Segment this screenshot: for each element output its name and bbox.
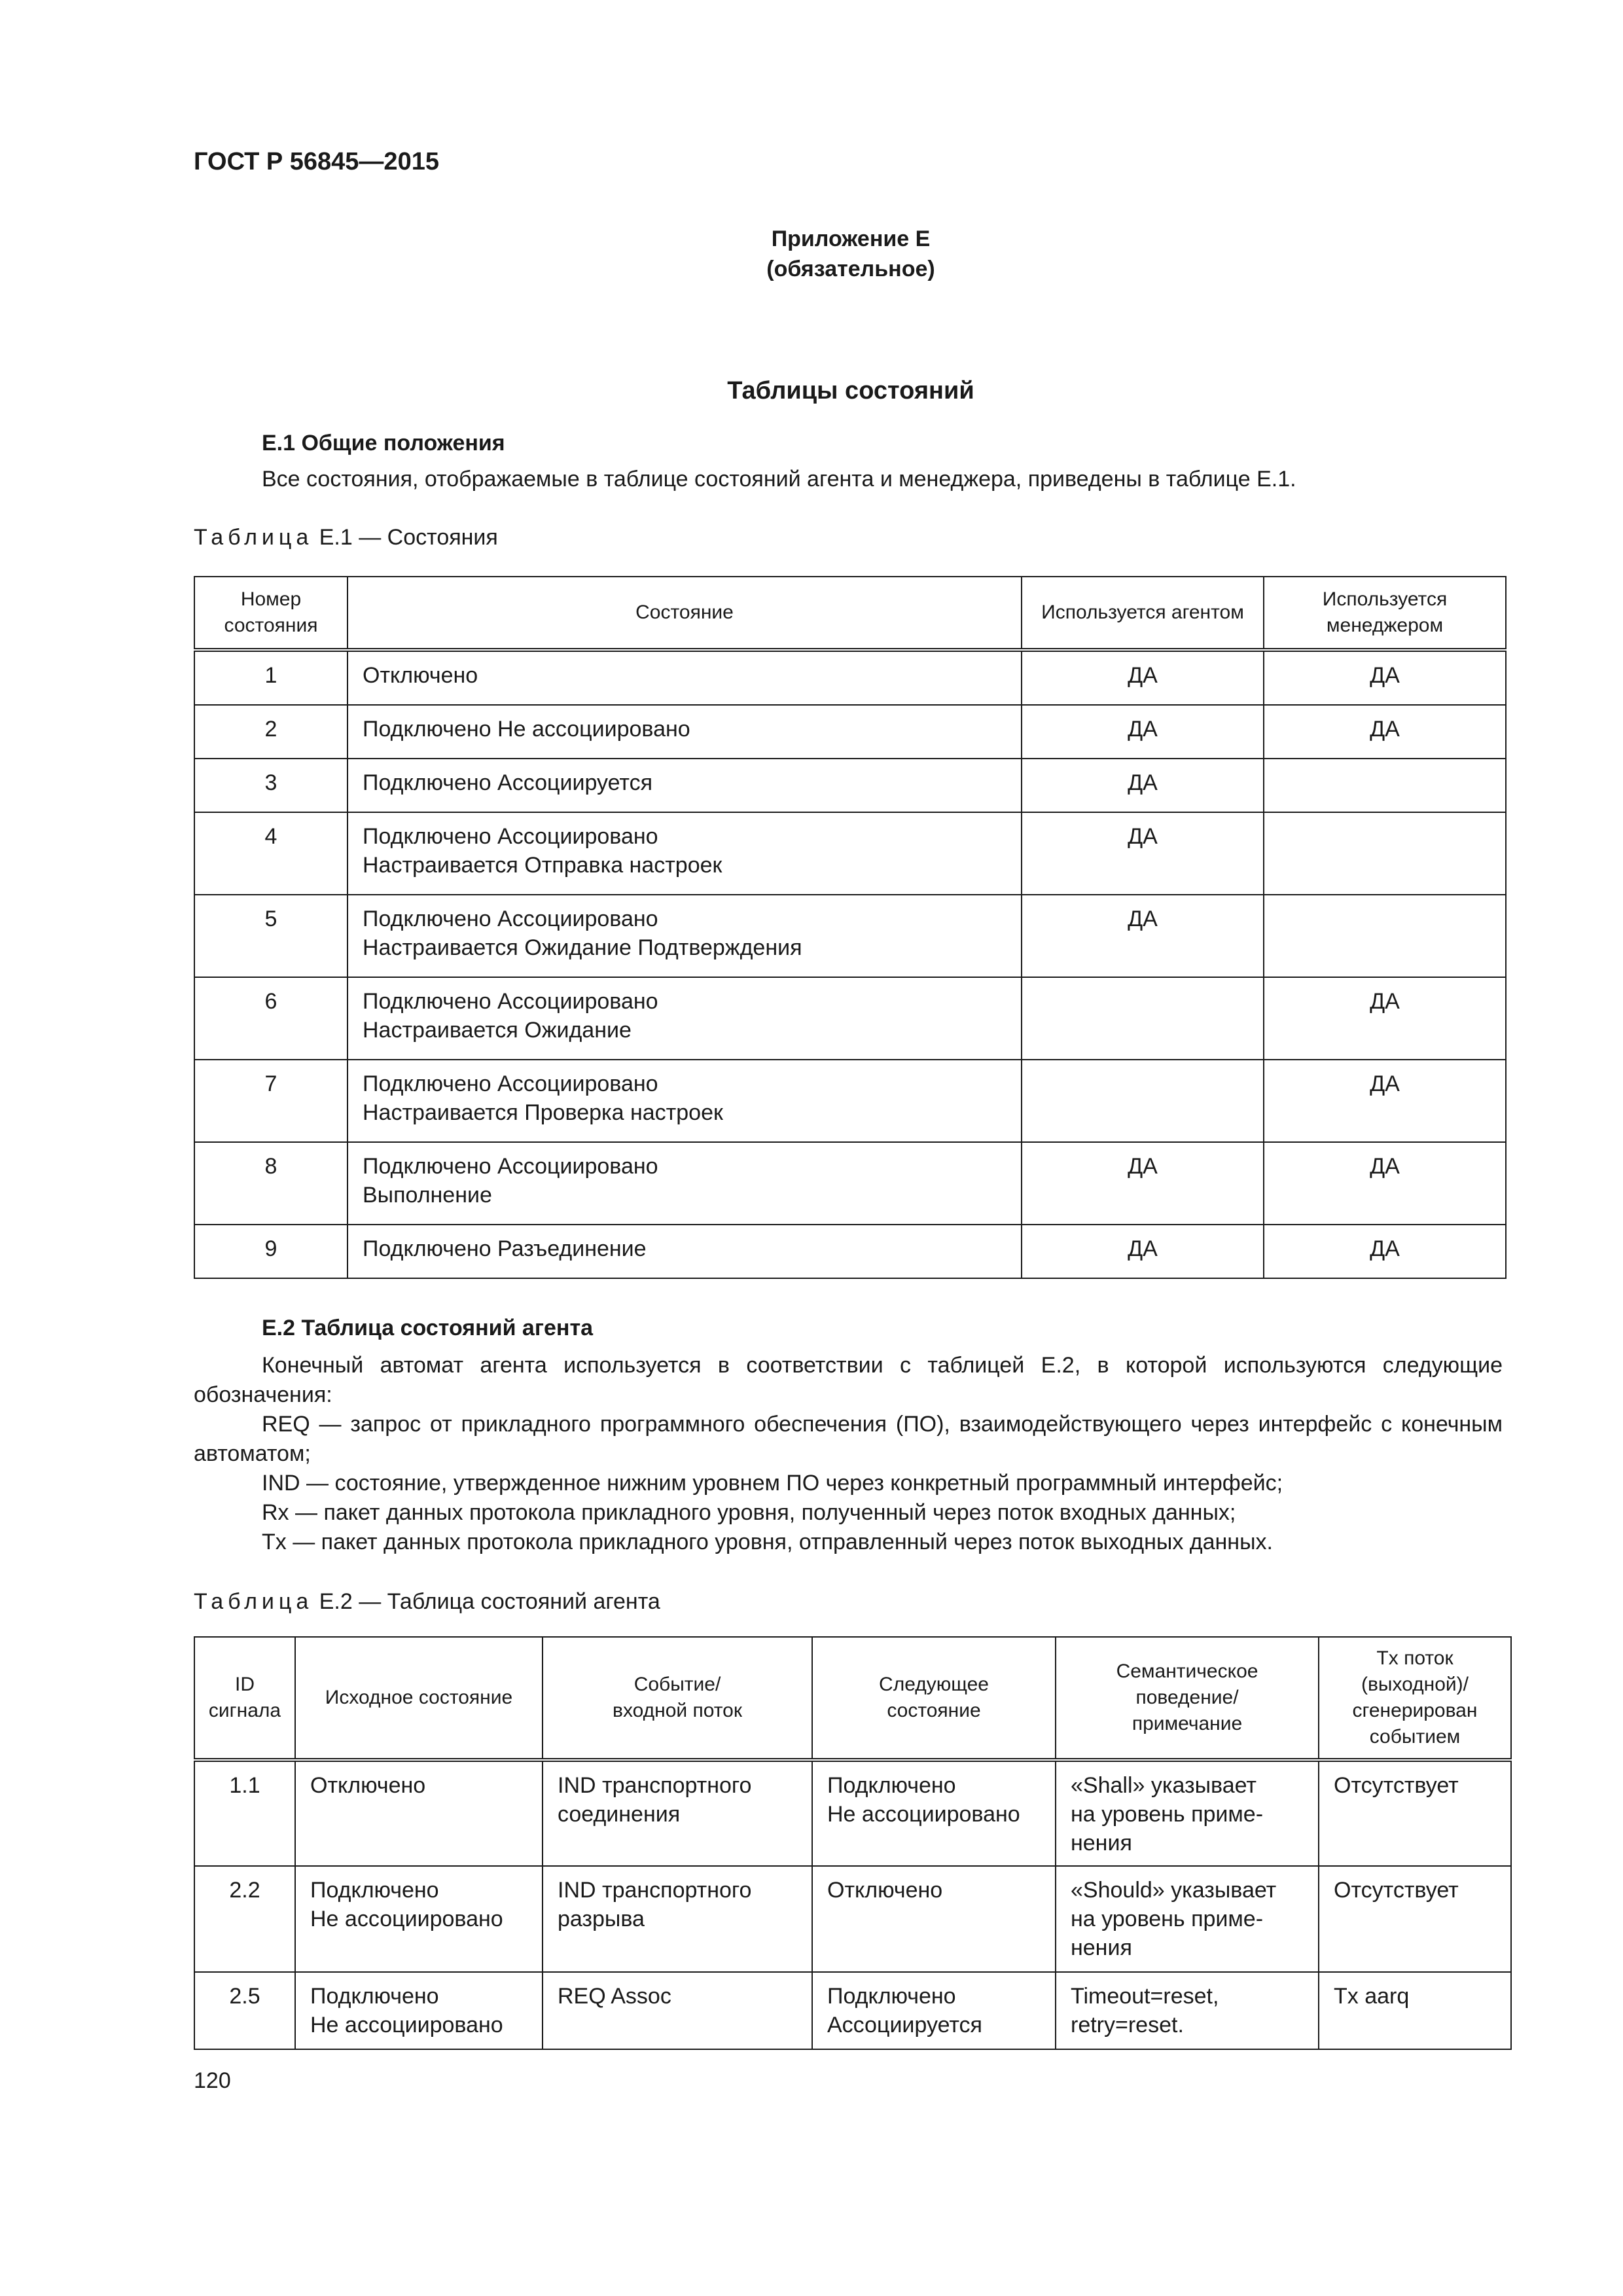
header-line: Следующее xyxy=(879,1674,989,1695)
table-row xyxy=(194,650,1506,705)
appendix-title: Приложение Е xyxy=(771,226,931,251)
definition-ind: IND — состояние, утвержденное нижним уровнем ПО через конкретный программный интерфейс; xyxy=(262,1471,1283,1496)
signal-id: 2.2 xyxy=(194,1866,295,1972)
table-row xyxy=(194,1760,1511,1866)
states-table-header xyxy=(194,577,1506,650)
used-by-agent: ДА xyxy=(1022,1142,1264,1225)
header-line: сгенерирован xyxy=(1352,1700,1478,1721)
cell-line: на уровень приме- xyxy=(1071,1802,1264,1827)
document-title: Таблицы состояний xyxy=(727,377,974,404)
header-used-by-manager: Используется менеджером xyxy=(1264,577,1506,650)
used-by-manager xyxy=(1264,759,1506,812)
tx-stream: Отсутствует xyxy=(1319,1760,1511,1866)
signal-id: 2.5 xyxy=(194,1972,295,2049)
signal-id: 1.1 xyxy=(194,1760,295,1866)
cell-line: Не ассоциировано xyxy=(310,2013,503,2037)
source-state xyxy=(295,1760,543,1866)
header-semantic xyxy=(1056,1637,1319,1760)
section-heading-e2: Е.2 Таблица состояний агента xyxy=(262,1316,593,1340)
table-row xyxy=(194,895,1506,977)
next-state xyxy=(812,1760,1056,1866)
table-row xyxy=(194,705,1506,759)
state-name xyxy=(348,650,1022,705)
cell-line: Ассоциируется xyxy=(827,2013,982,2037)
used-by-agent: ДА xyxy=(1022,759,1264,812)
semantic-note xyxy=(1056,1866,1319,1972)
header-line: входной поток xyxy=(613,1700,742,1721)
source-state xyxy=(295,1866,543,1972)
state-name xyxy=(348,759,1022,812)
state-name xyxy=(348,705,1022,759)
semantic-note xyxy=(1056,1760,1319,1866)
header-source-state xyxy=(295,1637,543,1760)
source-state xyxy=(295,1972,543,2049)
state-name-line: Подключено Ассоциировано xyxy=(363,824,658,849)
state-name-line: Подключено Ассоциировано xyxy=(363,906,658,931)
used-by-agent xyxy=(1022,977,1264,1060)
header-line: Семантическое xyxy=(1116,1660,1258,1682)
cell-line: «Shall» указывает xyxy=(1071,1773,1257,1798)
used-by-manager: ДА xyxy=(1264,977,1506,1060)
state-name-line: Подключено Ассоциировано xyxy=(363,1071,658,1096)
used-by-manager: ДА xyxy=(1264,1142,1506,1225)
cell-line: Отключено xyxy=(310,1773,426,1798)
used-by-manager xyxy=(1264,895,1506,977)
state-name xyxy=(348,1142,1022,1225)
state-name xyxy=(348,895,1022,977)
used-by-manager: ДА xyxy=(1264,1225,1506,1278)
event xyxy=(543,1972,812,2049)
event xyxy=(543,1760,812,1866)
cell-line: нения xyxy=(1071,1935,1132,1960)
used-by-agent: ДА xyxy=(1022,1225,1264,1278)
used-by-manager: ДА xyxy=(1264,705,1506,759)
state-number: 1 xyxy=(194,650,348,705)
table-e1-caption-word: Таблица xyxy=(194,525,313,550)
used-by-manager: ДА xyxy=(1264,1060,1506,1142)
state-number: 8 xyxy=(194,1142,348,1225)
header-tx-stream xyxy=(1319,1637,1511,1760)
cell-line: IND транспортного xyxy=(558,1878,752,1903)
cell-line: REQ Assoc xyxy=(558,1984,671,2009)
header-line: Событие/ xyxy=(633,1674,721,1695)
agent-table-header xyxy=(194,1637,1511,1760)
state-name-line: Отключено xyxy=(363,663,478,688)
table-e2-caption xyxy=(194,1589,660,1615)
state-name-line: Подключено Ассоциируется xyxy=(363,770,652,795)
tx-stream: Tx aarq xyxy=(1319,1972,1511,2049)
used-by-agent: ДА xyxy=(1022,812,1264,895)
table-e1-caption xyxy=(194,525,498,550)
next-state xyxy=(812,1866,1056,1972)
cell-line: Подключено xyxy=(827,1773,956,1798)
table-row xyxy=(194,1972,1511,2049)
state-name xyxy=(348,977,1022,1060)
header-line: Tx поток xyxy=(1376,1647,1454,1669)
cell-line: Подключено xyxy=(310,1878,439,1903)
table-row xyxy=(194,1142,1506,1225)
state-name-line: Подключено Не ассоциировано xyxy=(363,717,690,742)
cell-line: IND транспортного xyxy=(558,1773,752,1798)
cell-line: retry=reset. xyxy=(1071,2013,1184,2037)
cell-line: на уровень приме- xyxy=(1071,1907,1264,1931)
section-heading-e1: Е.1 Общие положения xyxy=(262,431,505,456)
states-table xyxy=(194,576,1507,1279)
cell-line: Не ассоциировано xyxy=(827,1802,1020,1827)
cell-line: Подключено xyxy=(827,1984,956,2009)
state-number: 6 xyxy=(194,977,348,1060)
state-number: 3 xyxy=(194,759,348,812)
cell-line: Отключено xyxy=(827,1878,943,1903)
header-state: Состояние xyxy=(348,577,1022,650)
used-by-manager: ДА xyxy=(1264,650,1506,705)
header-event xyxy=(543,1637,812,1760)
event xyxy=(543,1866,812,1972)
tx-stream: Отсутствует xyxy=(1319,1866,1511,1972)
state-number: 2 xyxy=(194,705,348,759)
semantic-note xyxy=(1056,1972,1319,2049)
table-row xyxy=(194,1866,1511,1972)
table-row xyxy=(194,1060,1506,1142)
table-e2-caption-text: Е.2 — Таблица состояний агента xyxy=(313,1589,660,1614)
definition-tx: Tx — пакет данных протокола прикладного уровня, отправленный через поток выходных данных. xyxy=(262,1530,1273,1554)
used-by-agent xyxy=(1022,1060,1264,1142)
state-name-line: Подключено Разъединение xyxy=(363,1236,647,1261)
header-line: примечание xyxy=(1132,1713,1243,1734)
used-by-agent: ДА xyxy=(1022,895,1264,977)
state-name-line: Настраивается Проверка настроек xyxy=(363,1100,723,1125)
state-name-line: Выполнение xyxy=(363,1183,492,1208)
state-name-line: Настраивается Ожидание xyxy=(363,1018,632,1043)
cell-line: соединения xyxy=(558,1802,681,1827)
appendix-status: (обязательное) xyxy=(766,257,935,281)
state-name-line: Подключено Ассоциировано xyxy=(363,1154,658,1179)
table-e1-caption-text: Е.1 — Состояния xyxy=(313,525,498,550)
state-name xyxy=(348,1060,1022,1142)
state-number: 5 xyxy=(194,895,348,977)
header-signal-id xyxy=(194,1637,295,1760)
next-state xyxy=(812,1972,1056,2049)
used-by-agent: ДА xyxy=(1022,705,1264,759)
state-number: 7 xyxy=(194,1060,348,1142)
header-line: ID xyxy=(235,1674,255,1695)
table-row xyxy=(194,1225,1506,1278)
section-e2-intro: Конечный автомат агента используется в соответствии с таблицей Е.2, в которой используются следующие обозначения: xyxy=(194,1353,1503,1407)
section-e1-text: Все состояния, отображаемые в таблице состояний агента и менеджера, приведены в таблице Е.1. xyxy=(262,467,1296,492)
header-line: поведение/ xyxy=(1135,1687,1239,1708)
state-name-line: Настраивается Ожидание Подтверждения xyxy=(363,935,802,960)
header-line: сигнала xyxy=(208,1700,281,1721)
header-line: событием xyxy=(1369,1726,1461,1748)
header-state-number: Номер состояния xyxy=(194,577,348,650)
used-by-manager xyxy=(1264,812,1506,895)
state-name xyxy=(348,812,1022,895)
cell-line: Не ассоциировано xyxy=(310,1907,503,1931)
page-number: 120 xyxy=(194,2068,231,2093)
cell-line: нения xyxy=(1071,1831,1132,1856)
state-name xyxy=(348,1225,1022,1278)
cell-line: Timeout=reset, xyxy=(1071,1984,1219,2009)
table-row xyxy=(194,812,1506,895)
header-line: Исходное состояние xyxy=(325,1687,513,1708)
cell-line: Подключено xyxy=(310,1984,439,2009)
state-number: 4 xyxy=(194,812,348,895)
document-standard-number: ГОСТ Р 56845—2015 xyxy=(194,148,439,175)
agent-states-table xyxy=(194,1636,1512,2050)
used-by-agent: ДА xyxy=(1022,650,1264,705)
header-line: состояние xyxy=(887,1700,981,1721)
definition-req: REQ — запрос от прикладного программного обеспечения (ПО), взаимодействующего через интерфейс с конечным автоматом; xyxy=(194,1412,1503,1466)
cell-line: разрыва xyxy=(558,1907,645,1931)
header-used-by-agent: Используется агентом xyxy=(1022,577,1264,650)
table-row xyxy=(194,759,1506,812)
header-line: (выходной)/ xyxy=(1361,1674,1469,1695)
definition-rx: Rx — пакет данных протокола прикладного уровня, полученный через поток входных данных; xyxy=(262,1500,1236,1525)
header-next-state xyxy=(812,1637,1056,1760)
state-number: 9 xyxy=(194,1225,348,1278)
state-name-line: Подключено Ассоциировано xyxy=(363,989,658,1014)
state-name-line: Настраивается Отправка настроек xyxy=(363,853,722,878)
table-e2-caption-word: Таблица xyxy=(194,1589,313,1614)
cell-line: «Should» указывает xyxy=(1071,1878,1277,1903)
table-row xyxy=(194,977,1506,1060)
